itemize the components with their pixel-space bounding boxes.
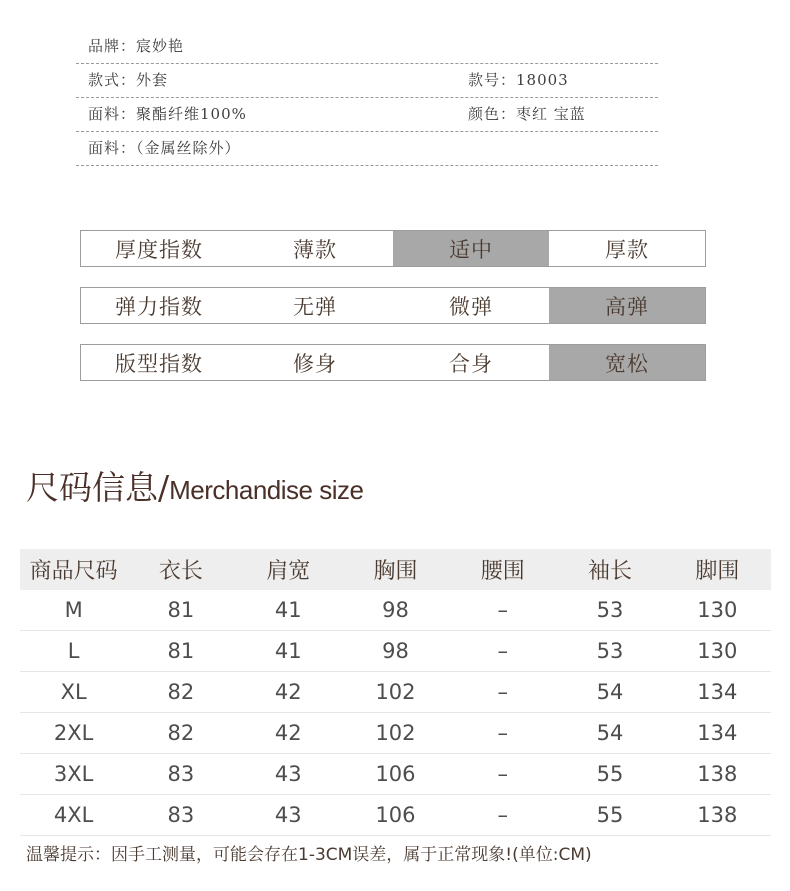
table-row (20, 795, 771, 836)
thickness-index-label: 厚度指数 (115, 237, 203, 262)
cell-waist: – (497, 803, 509, 827)
elasticity-option-high: 高弹 (549, 288, 705, 323)
cell-size: M (64, 598, 83, 622)
header-size: 商品尺码 (29, 559, 118, 584)
cell-size: L (67, 639, 80, 663)
measurement-tip: 温馨提示：因手工测量，可能会存在1-3CM误差，属于正常现象!(单位:CM) (26, 845, 592, 865)
table-row (20, 590, 771, 631)
cell-hem: 138 (697, 803, 738, 827)
cell-sleeve: 54 (596, 680, 624, 704)
header-length: 衣长 (158, 559, 203, 584)
cell-waist: – (497, 598, 509, 622)
cell-shoulder: 41 (274, 598, 302, 622)
cell-waist: – (497, 680, 509, 704)
cell-hem: 134 (697, 680, 738, 704)
cell-shoulder: 41 (274, 639, 302, 663)
cell-size: 3XL (53, 762, 94, 786)
fit-option-loose: 宽松 (549, 345, 705, 380)
color-text: 颜色：枣红 宝蓝 (468, 105, 586, 123)
fit-option-slim: 修身 (293, 351, 337, 376)
cell-shoulder: 43 (274, 762, 302, 786)
cell-waist: – (497, 762, 509, 786)
brand-text: 品牌：宸妙艳 (88, 37, 185, 55)
table-row (20, 754, 771, 795)
header-shoulder: 肩宽 (266, 559, 311, 584)
table-row (20, 672, 771, 713)
cell-length: 81 (167, 598, 195, 622)
header-sleeve: 袖长 (588, 559, 633, 584)
cell-shoulder: 42 (274, 721, 302, 745)
size-section-title (26, 462, 363, 510)
cell-chest: 102 (375, 680, 416, 704)
cell-shoulder: 42 (274, 680, 302, 704)
fabric-note-text: 面料：（金属丝除外） (88, 139, 241, 157)
style-number-text: 款号：18003 (468, 71, 569, 89)
size-table-header (20, 549, 771, 590)
cell-chest: 98 (382, 598, 409, 622)
product-info-table (76, 30, 658, 166)
thickness-option-thin: 薄款 (293, 237, 337, 262)
cell-hem: 130 (697, 639, 738, 663)
info-row-fabric (76, 98, 658, 132)
thickness-option-medium: 适中 (393, 231, 549, 266)
cell-sleeve: 53 (596, 598, 624, 622)
fabric-text: 面料：聚酯纤维100% (88, 105, 247, 123)
table-row (20, 713, 771, 754)
elasticity-index-bar (80, 287, 706, 324)
cell-length: 83 (167, 762, 195, 786)
header-chest: 胸围 (373, 559, 418, 584)
cell-chest: 98 (382, 639, 409, 663)
thickness-index-bar (80, 230, 706, 267)
cell-sleeve: 54 (596, 721, 624, 745)
fit-index-bar (80, 344, 706, 381)
elasticity-index-label: 弹力指数 (115, 294, 203, 319)
header-hem: 脚围 (695, 559, 740, 584)
info-row-style (76, 64, 658, 98)
elasticity-option-slight: 微弹 (449, 294, 493, 319)
cell-length: 81 (167, 639, 195, 663)
cell-size: 2XL (53, 721, 94, 745)
cell-waist: – (497, 721, 509, 745)
size-table (20, 549, 771, 836)
thickness-option-thick: 厚款 (605, 237, 649, 262)
cell-length: 83 (167, 803, 195, 827)
size-title-zh: 尺码信息/ (26, 468, 170, 507)
cell-waist: – (497, 639, 509, 663)
cell-chest: 106 (375, 762, 416, 786)
cell-size: 4XL (53, 803, 94, 827)
cell-sleeve: 53 (596, 639, 624, 663)
cell-size: XL (60, 680, 87, 704)
cell-sleeve: 55 (596, 762, 624, 786)
cell-length: 82 (167, 721, 195, 745)
cell-sleeve: 55 (596, 803, 624, 827)
header-waist: 腰围 (480, 559, 525, 584)
cell-shoulder: 43 (274, 803, 302, 827)
size-title-en: Merchandise size (169, 475, 364, 505)
info-row-fabric-note (76, 132, 658, 166)
table-row (20, 631, 771, 672)
cell-chest: 106 (375, 803, 416, 827)
info-row-brand (76, 30, 658, 64)
elasticity-option-none: 无弹 (293, 294, 337, 319)
cell-chest: 102 (375, 721, 416, 745)
cell-hem: 130 (697, 598, 738, 622)
cell-hem: 138 (697, 762, 738, 786)
cell-length: 82 (167, 680, 195, 704)
cell-hem: 134 (697, 721, 738, 745)
style-text: 款式：外套 (88, 71, 169, 89)
fit-index-label: 版型指数 (115, 351, 203, 376)
fit-option-regular: 合身 (449, 351, 493, 376)
